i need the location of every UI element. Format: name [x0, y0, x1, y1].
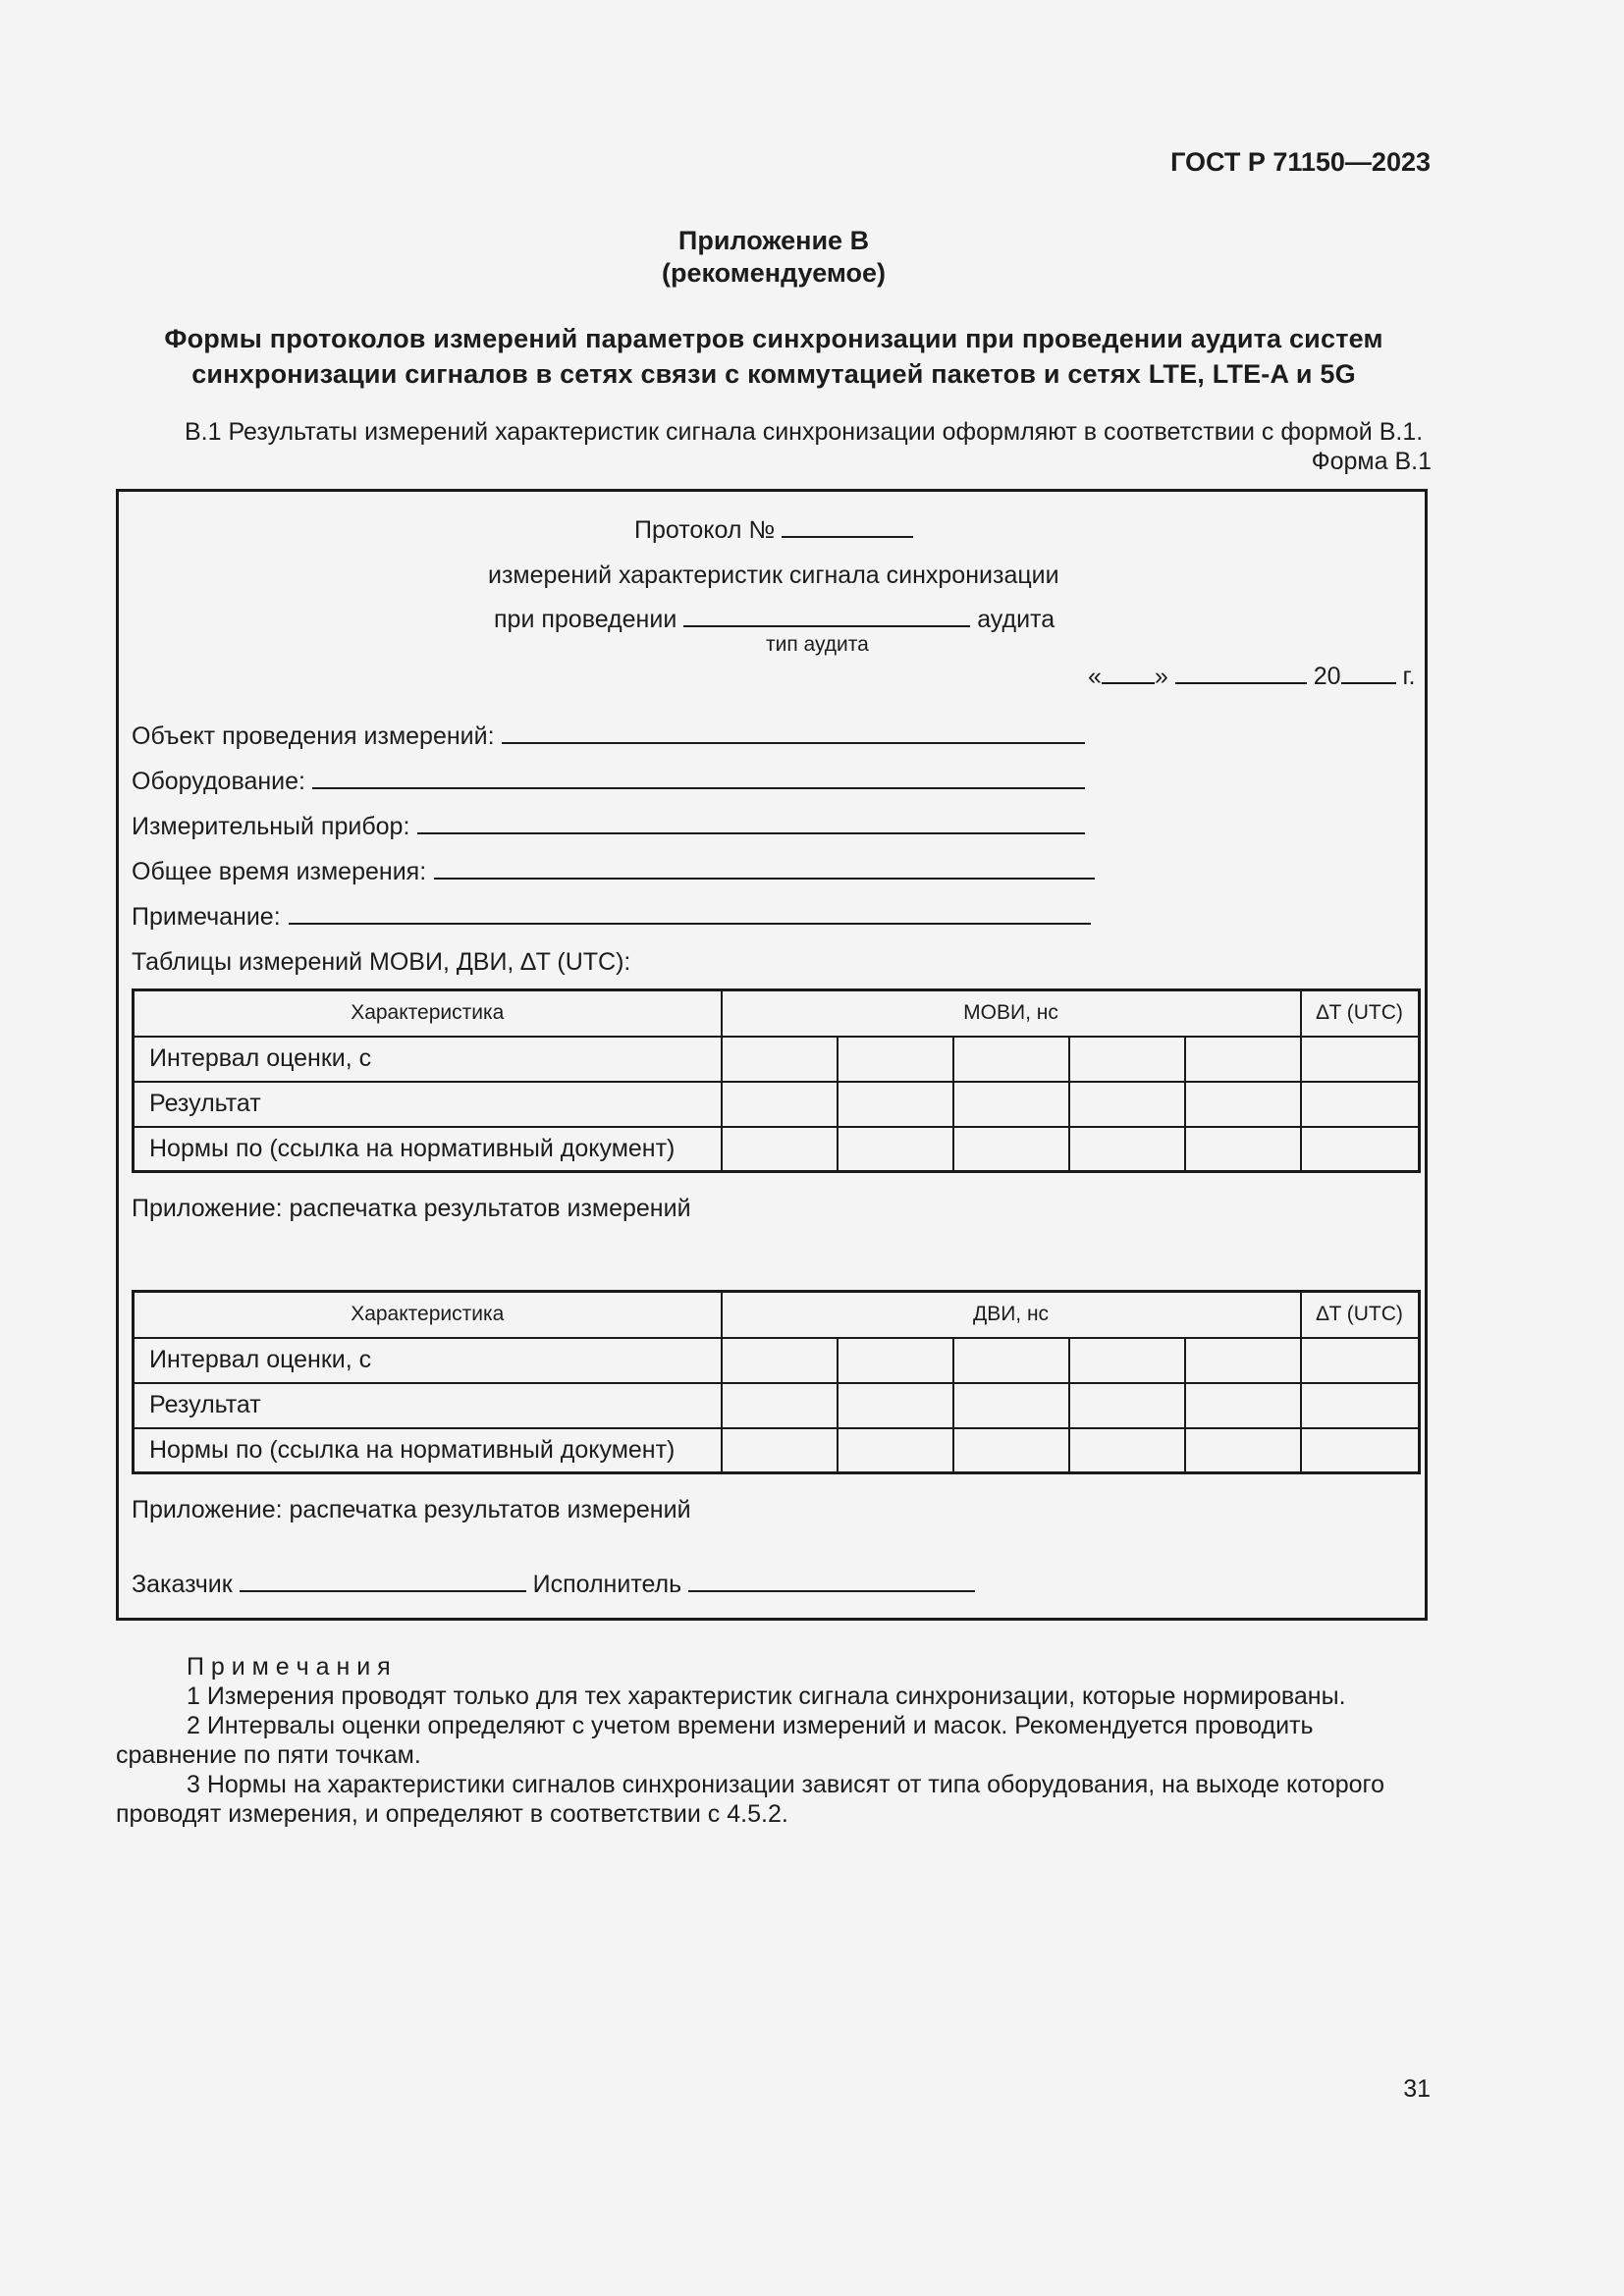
table-cell[interactable]: [838, 1127, 953, 1172]
table-cell[interactable]: [1185, 1037, 1301, 1082]
row-label: Интервал оценки, с: [134, 1037, 722, 1082]
notes-heading: П р и м е ч а н и я: [187, 1653, 391, 1681]
table-row: [134, 1082, 1420, 1127]
field-time-label: Общее время измерения:: [132, 858, 427, 885]
field-instrument-input[interactable]: [417, 832, 1085, 834]
row-label: Результат: [134, 1383, 722, 1428]
table-cell[interactable]: [838, 1082, 953, 1127]
row-label: Нормы по (ссылка на нормативный документ): [134, 1127, 722, 1172]
table-cell[interactable]: [1301, 1037, 1420, 1082]
protocol-number-line: [634, 516, 913, 545]
table-row: [134, 1037, 1420, 1082]
section-title: [116, 321, 1432, 392]
row-label: Результат: [134, 1082, 722, 1127]
table-cell[interactable]: [722, 1383, 838, 1428]
table-cell[interactable]: [1185, 1428, 1301, 1473]
appendix-title: Приложение В: [677, 226, 870, 255]
appendix-type: (рекомендуемое): [662, 258, 886, 288]
executor-signature-field[interactable]: [688, 1571, 975, 1592]
field-instrument-label: Измерительный прибор:: [132, 813, 410, 840]
note-item-2: 2 Интервалы оценки определяют с учетом времени измерений и масок. Рекомендуется проводить сравнение по пяти точкам.: [116, 1712, 1314, 1769]
table-cell[interactable]: [1185, 1082, 1301, 1127]
table-cell[interactable]: [722, 1037, 838, 1082]
movi-table: [132, 988, 1421, 1173]
row-label: Нормы по (ссылка на нормативный документ): [134, 1428, 722, 1473]
audit-type-caption: тип аудита: [766, 633, 869, 656]
standard-number: ГОСТ Р 71150—2023: [1170, 147, 1431, 177]
date-open-quote: «: [1088, 663, 1102, 690]
attachment-note-1: Приложение: распечатка результатов измерений: [132, 1195, 691, 1222]
table-cell[interactable]: [1069, 1082, 1185, 1127]
table-cell[interactable]: [1301, 1428, 1420, 1473]
field-note-input[interactable]: [289, 923, 1091, 925]
table-cell[interactable]: [838, 1383, 953, 1428]
audit-type-field[interactable]: [683, 606, 970, 627]
header-delta-t: ∆T (UTC): [1301, 1292, 1420, 1338]
table-cell[interactable]: [1069, 1428, 1185, 1473]
field-equipment-input[interactable]: [312, 787, 1085, 789]
table-cell[interactable]: [1301, 1338, 1420, 1383]
table-cell[interactable]: [953, 1037, 1069, 1082]
table-cell[interactable]: [1301, 1082, 1420, 1127]
table-cell[interactable]: [722, 1428, 838, 1473]
table-cell[interactable]: [838, 1037, 953, 1082]
table-cell[interactable]: [1185, 1338, 1301, 1383]
field-object-input[interactable]: [502, 742, 1085, 744]
header-dvi: ДВИ, нс: [722, 1292, 1301, 1338]
during-label: при проведении: [494, 606, 677, 633]
table-cell[interactable]: [1069, 1338, 1185, 1383]
field-equipment-label: Оборудование:: [132, 768, 305, 795]
table-cell[interactable]: [1301, 1127, 1420, 1172]
table-cell[interactable]: [1069, 1383, 1185, 1428]
table-cell[interactable]: [722, 1082, 838, 1127]
signature-line: [132, 1571, 975, 1599]
table-cell[interactable]: [953, 1428, 1069, 1473]
row-label: Интервал оценки, с: [134, 1338, 722, 1383]
protocol-subtitle: измерений характеристик сигнала синхронизации: [488, 561, 1059, 589]
audit-line: [494, 606, 1055, 634]
field-note-label: Примечание:: [132, 903, 281, 931]
table-cell[interactable]: [838, 1338, 953, 1383]
executor-label: Исполнитель: [532, 1571, 682, 1598]
table-cell[interactable]: [953, 1127, 1069, 1172]
intro-paragraph: В.1 Результаты измерений характеристик сигнала синхронизации оформляют в соответствии с формой В.1.: [185, 418, 1424, 446]
year-suffix: г.: [1402, 663, 1416, 690]
note-item-3: 3 Нормы на характеристики сигналов синхронизации зависят от типа оборудования, на выходе которого проводят измерения, и определяют в соответствии с 4.5.2.: [116, 1771, 1384, 1828]
table-row: [134, 1127, 1420, 1172]
month-field[interactable]: [1175, 663, 1307, 684]
year-field[interactable]: [1341, 663, 1396, 684]
table-cell[interactable]: [1185, 1127, 1301, 1172]
page-number: 31: [1403, 2075, 1431, 2103]
protocol-number-field[interactable]: [782, 516, 913, 538]
dvi-table: [132, 1290, 1421, 1474]
field-time-input[interactable]: [434, 878, 1095, 880]
table-header-row: [134, 1292, 1420, 1338]
table-cell[interactable]: [1301, 1383, 1420, 1428]
section-title-line-2: синхронизации сигналов в сетях связи с коммутацией пакетов и сетях LTE, LTE-A и 5G: [191, 359, 1356, 389]
section-title-line-1: Формы протоколов измерений параметров синхронизации при проведении аудита систем: [164, 324, 1383, 353]
header-characteristic: Характеристика: [134, 1292, 722, 1338]
notes-block: [116, 1652, 1432, 1829]
table-cell[interactable]: [953, 1383, 1069, 1428]
form-label: Форма В.1: [1311, 448, 1432, 475]
table-cell[interactable]: [1069, 1127, 1185, 1172]
table-row: [134, 1428, 1420, 1473]
header-movi: МОВИ, нс: [722, 990, 1301, 1037]
field-object-label: Объект проведения измерений:: [132, 722, 495, 750]
table-cell[interactable]: [953, 1338, 1069, 1383]
table-row: [134, 1383, 1420, 1428]
table-cell[interactable]: [953, 1082, 1069, 1127]
note-item-1: 1 Измерения проводят только для тех характеристик сигнала синхронизации, которые нормированы.: [187, 1682, 1346, 1710]
customer-label: Заказчик: [132, 1571, 233, 1598]
date-line: [1088, 663, 1416, 691]
protocol-label: Протокол №: [634, 516, 776, 544]
table-cell[interactable]: [722, 1338, 838, 1383]
audit-label: аудита: [977, 606, 1056, 633]
table-cell[interactable]: [1069, 1037, 1185, 1082]
table-cell[interactable]: [1185, 1383, 1301, 1428]
date-close-quote: »: [1154, 663, 1168, 690]
table-header-row: [134, 990, 1420, 1037]
customer-signature-field[interactable]: [240, 1571, 526, 1592]
day-field[interactable]: [1102, 663, 1155, 684]
header-delta-t: ∆T (UTC): [1301, 990, 1420, 1037]
header-characteristic: Характеристика: [134, 990, 722, 1037]
table-cell[interactable]: [722, 1127, 838, 1172]
table-cell[interactable]: [838, 1428, 953, 1473]
attachment-note-2: Приложение: распечатка результатов измерений: [132, 1496, 691, 1523]
tables-caption: Таблицы измерений МОВИ, ДВИ, ∆T (UTC):: [132, 948, 631, 976]
year-prefix: 20: [1313, 663, 1341, 690]
table-row: [134, 1338, 1420, 1383]
